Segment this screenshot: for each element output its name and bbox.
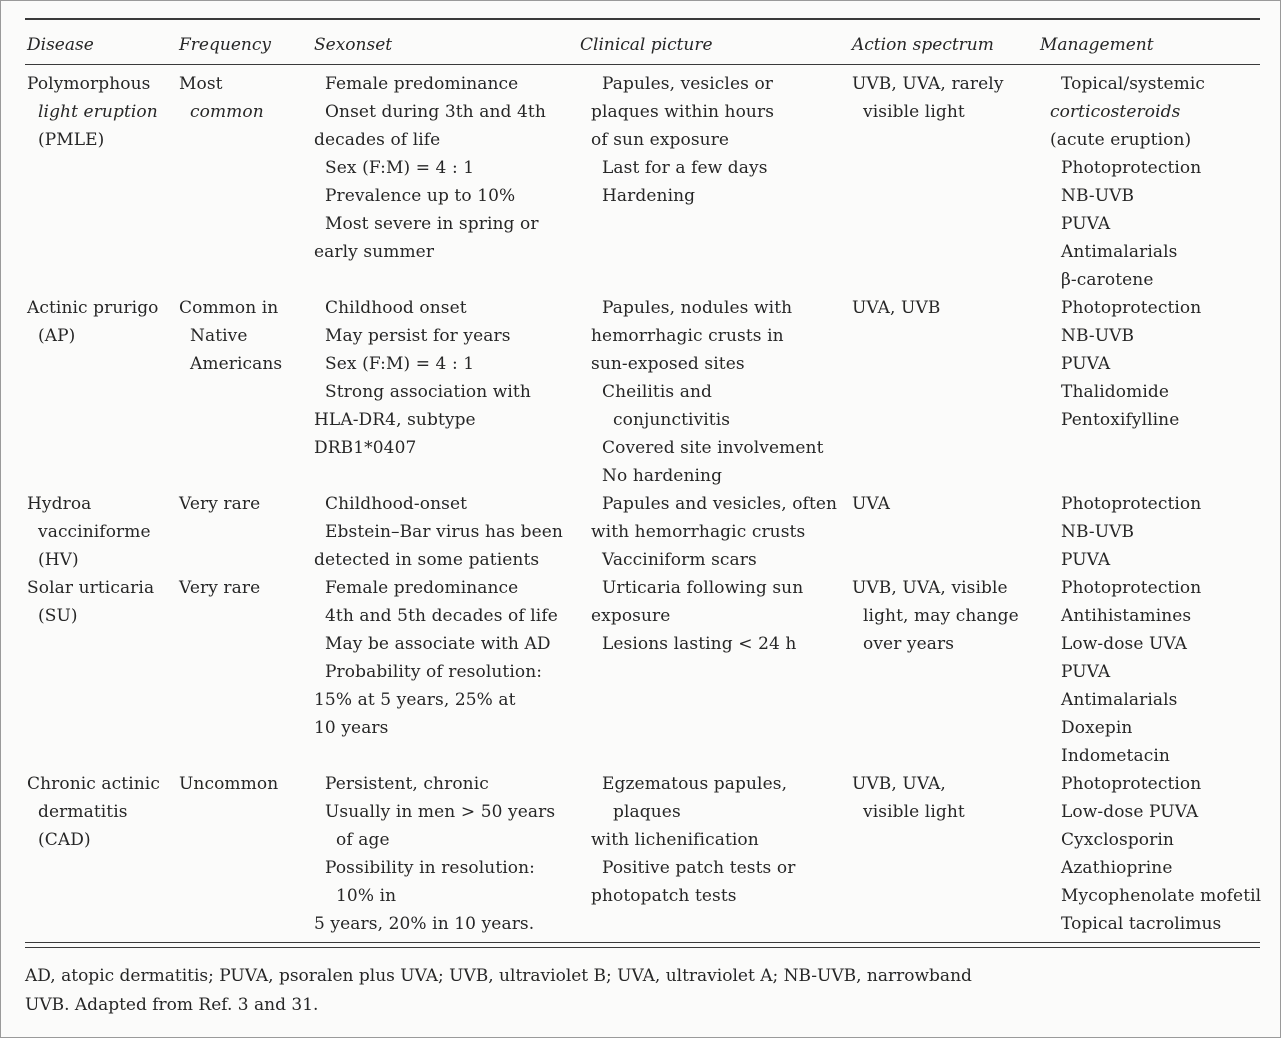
header-sexonset: Sexonset [314, 35, 393, 55]
cell-line: Doxepin [1061, 718, 1133, 738]
cell-line: Vacciniform scars [602, 550, 757, 570]
header-action-spectrum: Action spectrum [852, 35, 994, 55]
action-spectrum-cell [852, 770, 965, 826]
cell-line: May be associate with AD [325, 634, 551, 654]
cell-line: of sun exposure [591, 130, 730, 150]
cell-line: 5 years, 20% in 10 years. [314, 914, 535, 934]
top-rule [25, 18, 1260, 20]
cell-line: Photoprotection [1061, 494, 1202, 514]
management-cell [1050, 70, 1205, 294]
disease-cell [27, 70, 158, 154]
cell-line: Female predominance [325, 578, 519, 598]
cell-line: UVB, UVA, [852, 774, 946, 794]
cell-line: Female predominance [325, 74, 519, 94]
cell-line: (PMLE) [38, 130, 105, 150]
cell-line: Very rare [179, 578, 261, 598]
management-cell [1050, 770, 1261, 938]
cell-line: plaques [613, 802, 681, 822]
sexonset-cell [314, 70, 546, 266]
management-cell [1050, 490, 1201, 574]
cell-line: with lichenification [591, 830, 759, 850]
cell-line: UVB, UVA, rarely [852, 74, 1004, 94]
cell-line: β-carotene [1061, 270, 1154, 290]
frequency-cell [179, 70, 264, 126]
action-spectrum-cell [852, 294, 940, 322]
cell-line: 15% at 5 years, 25% at [314, 690, 516, 710]
cell-line: conjunctivitis [613, 410, 731, 430]
bottom-rule-1 [25, 942, 1260, 943]
cell-line: Prevalence up to 10% [325, 186, 516, 206]
cell-line: NB-UVB [1061, 186, 1135, 206]
disease-cell [27, 574, 154, 630]
cell-line: UVA [852, 494, 891, 514]
cell-line: Photoprotection [1061, 298, 1202, 318]
cell-line: Egzematous papules, [602, 774, 788, 794]
frequency-cell [179, 490, 260, 518]
cell-line: PUVA [1061, 354, 1111, 374]
cell-line: Low-dose UVA [1061, 634, 1188, 654]
cell-line: corticosteroids [1050, 102, 1181, 122]
cell-line: Most severe in spring or [325, 214, 539, 234]
cell-line: HLA-DR4, subtype [314, 410, 476, 430]
cell-line: hemorrhagic crusts in [591, 326, 784, 346]
header-clinical-picture: Clinical picture [580, 35, 713, 55]
action-spectrum-cell [852, 574, 1019, 658]
cell-line: light, may change [863, 606, 1019, 626]
cell-line: Lesions lasting < 24 h [602, 634, 797, 654]
cell-line: Cheilitis and [602, 382, 712, 402]
cell-line: Persistent, chronic [325, 774, 489, 794]
cell-line: UVA, UVB [852, 298, 941, 318]
cell-line: Uncommon [179, 774, 279, 794]
cell-line: Americans [190, 354, 283, 374]
cell-line: (SU) [38, 606, 78, 626]
cell-line: Photoprotection [1061, 774, 1202, 794]
cell-line: Ebstein–Bar virus has been [325, 522, 563, 542]
cell-line: 10 years [314, 718, 389, 738]
cell-line: Papules, nodules with [602, 298, 793, 318]
cell-line: 10% in [336, 886, 397, 906]
sexonset-cell [314, 770, 555, 938]
cell-line: Actinic prurigo [27, 298, 159, 318]
management-cell [1050, 574, 1201, 770]
cell-line: plaques within hours [591, 102, 775, 122]
cell-line: visible light [863, 802, 965, 822]
cell-line: Topical tacrolimus [1061, 914, 1222, 934]
footnote [25, 962, 972, 1020]
cell-line: dermatitis [38, 802, 128, 822]
cell-line: Chronic actinic [27, 774, 160, 794]
sexonset-cell [314, 490, 563, 574]
cell-line: exposure [591, 606, 671, 626]
header-management: Management [1040, 35, 1154, 55]
cell-line: (acute eruption) [1050, 130, 1192, 150]
bottom-rule-2 [25, 947, 1260, 948]
cell-line: early summer [314, 242, 435, 262]
cell-line: UVB, UVA, visible [852, 578, 1008, 598]
cell-line: decades of life [314, 130, 441, 150]
cell-line: Possibility in resolution: [325, 858, 536, 878]
cell-line: Childhood onset [325, 298, 467, 318]
cell-line: photopatch tests [591, 886, 737, 906]
action-spectrum-cell [852, 490, 890, 518]
cell-line: NB-UVB [1061, 326, 1135, 346]
cell-line: Cyxclosporin [1061, 830, 1174, 850]
cell-line: Most [179, 74, 223, 94]
cell-line: Sex (F:M) = 4 : 1 [325, 354, 475, 374]
cell-line: Polymorphous [27, 74, 151, 94]
cell-line: Probability of resolution: [325, 662, 543, 682]
cell-line: Topical/systemic [1061, 74, 1206, 94]
cell-line: Common in [179, 298, 279, 318]
footnote-line: UVB. Adapted from Ref. 3 and 31. [25, 995, 319, 1015]
cell-line: Antihistamines [1061, 606, 1192, 626]
cell-line: Papules, vesicles or [602, 74, 774, 94]
cell-line: over years [863, 634, 955, 654]
clinical-picture-cell [591, 574, 803, 658]
cell-line: Photoprotection [1061, 158, 1202, 178]
cell-line: PUVA [1061, 214, 1111, 234]
cell-line: visible light [863, 102, 965, 122]
frequency-cell [179, 294, 282, 378]
cell-line: with hemorrhagic crusts [591, 522, 806, 542]
cell-line: Photoprotection [1061, 578, 1202, 598]
cell-line: common [190, 102, 264, 122]
cell-line: light eruption [38, 102, 158, 122]
footnote-line: AD, atopic dermatitis; PUVA, psoralen plus UVA; UVB, ultraviolet B; UVA, ultraviolet A; NB-UVB, narrowband [25, 966, 972, 986]
cell-line: Very rare [179, 494, 261, 514]
cell-line: vacciniforme [38, 522, 151, 542]
cell-line: (AP) [38, 326, 76, 346]
cell-line: Thalidomide [1061, 382, 1170, 402]
cell-line: Native [190, 326, 248, 346]
cell-line: Strong association with [325, 382, 531, 402]
cell-line: Hardening [602, 186, 696, 206]
cell-line: Hydroa [27, 494, 92, 514]
cell-line: Solar urticaria [27, 578, 155, 598]
cell-line: Sex (F:M) = 4 : 1 [325, 158, 475, 178]
cell-line: Low-dose PUVA [1061, 802, 1199, 822]
cell-line: Usually in men > 50 years [325, 802, 556, 822]
cell-line: of age [336, 830, 390, 850]
cell-line: Pentoxifylline [1061, 410, 1180, 430]
cell-line: Antimalarials [1061, 690, 1178, 710]
frequency-cell [179, 574, 260, 602]
disease-cell [27, 294, 159, 350]
clinical-picture-cell [591, 770, 795, 910]
cell-line: NB-UVB [1061, 522, 1135, 542]
cell-line: Onset during 3th and 4th [325, 102, 546, 122]
frequency-cell [179, 770, 278, 798]
cell-line: sun-exposed sites [591, 354, 745, 374]
management-cell [1050, 294, 1201, 434]
action-spectrum-cell [852, 70, 1004, 126]
cell-line: Indometacin [1061, 746, 1170, 766]
cell-line: Last for a few days [602, 158, 768, 178]
cell-line: Antimalarials [1061, 242, 1178, 262]
disease-cell [27, 490, 151, 574]
header-disease: Disease [27, 35, 94, 55]
cell-line: No hardening [602, 466, 723, 486]
clinical-picture-cell [591, 490, 837, 574]
header-frequency: Frequency [179, 35, 271, 55]
cell-line: Papules and vesicles, often [602, 494, 838, 514]
cell-line: (CAD) [38, 830, 91, 850]
cell-line: Covered site involvement [602, 438, 824, 458]
cell-line: detected in some patients [314, 550, 540, 570]
cell-line: Childhood-onset [325, 494, 468, 514]
cell-line: PUVA [1061, 662, 1111, 682]
cell-line: 4th and 5th decades of life [325, 606, 558, 626]
clinical-picture-cell [591, 70, 774, 210]
disease-cell [27, 770, 160, 854]
clinical-picture-cell [591, 294, 824, 490]
cell-line: PUVA [1061, 550, 1111, 570]
sexonset-cell [314, 574, 558, 742]
cell-line: Urticaria following sun [602, 578, 804, 598]
cell-line: Azathioprine [1061, 858, 1173, 878]
sexonset-cell [314, 294, 531, 462]
cell-line: May persist for years [325, 326, 511, 346]
header-rule [25, 64, 1260, 65]
cell-line: Positive patch tests or [602, 858, 796, 878]
cell-line: DRB1*0407 [314, 438, 417, 458]
cell-line: (HV) [38, 550, 79, 570]
cell-line: Mycophenolate mofetil [1061, 886, 1262, 906]
